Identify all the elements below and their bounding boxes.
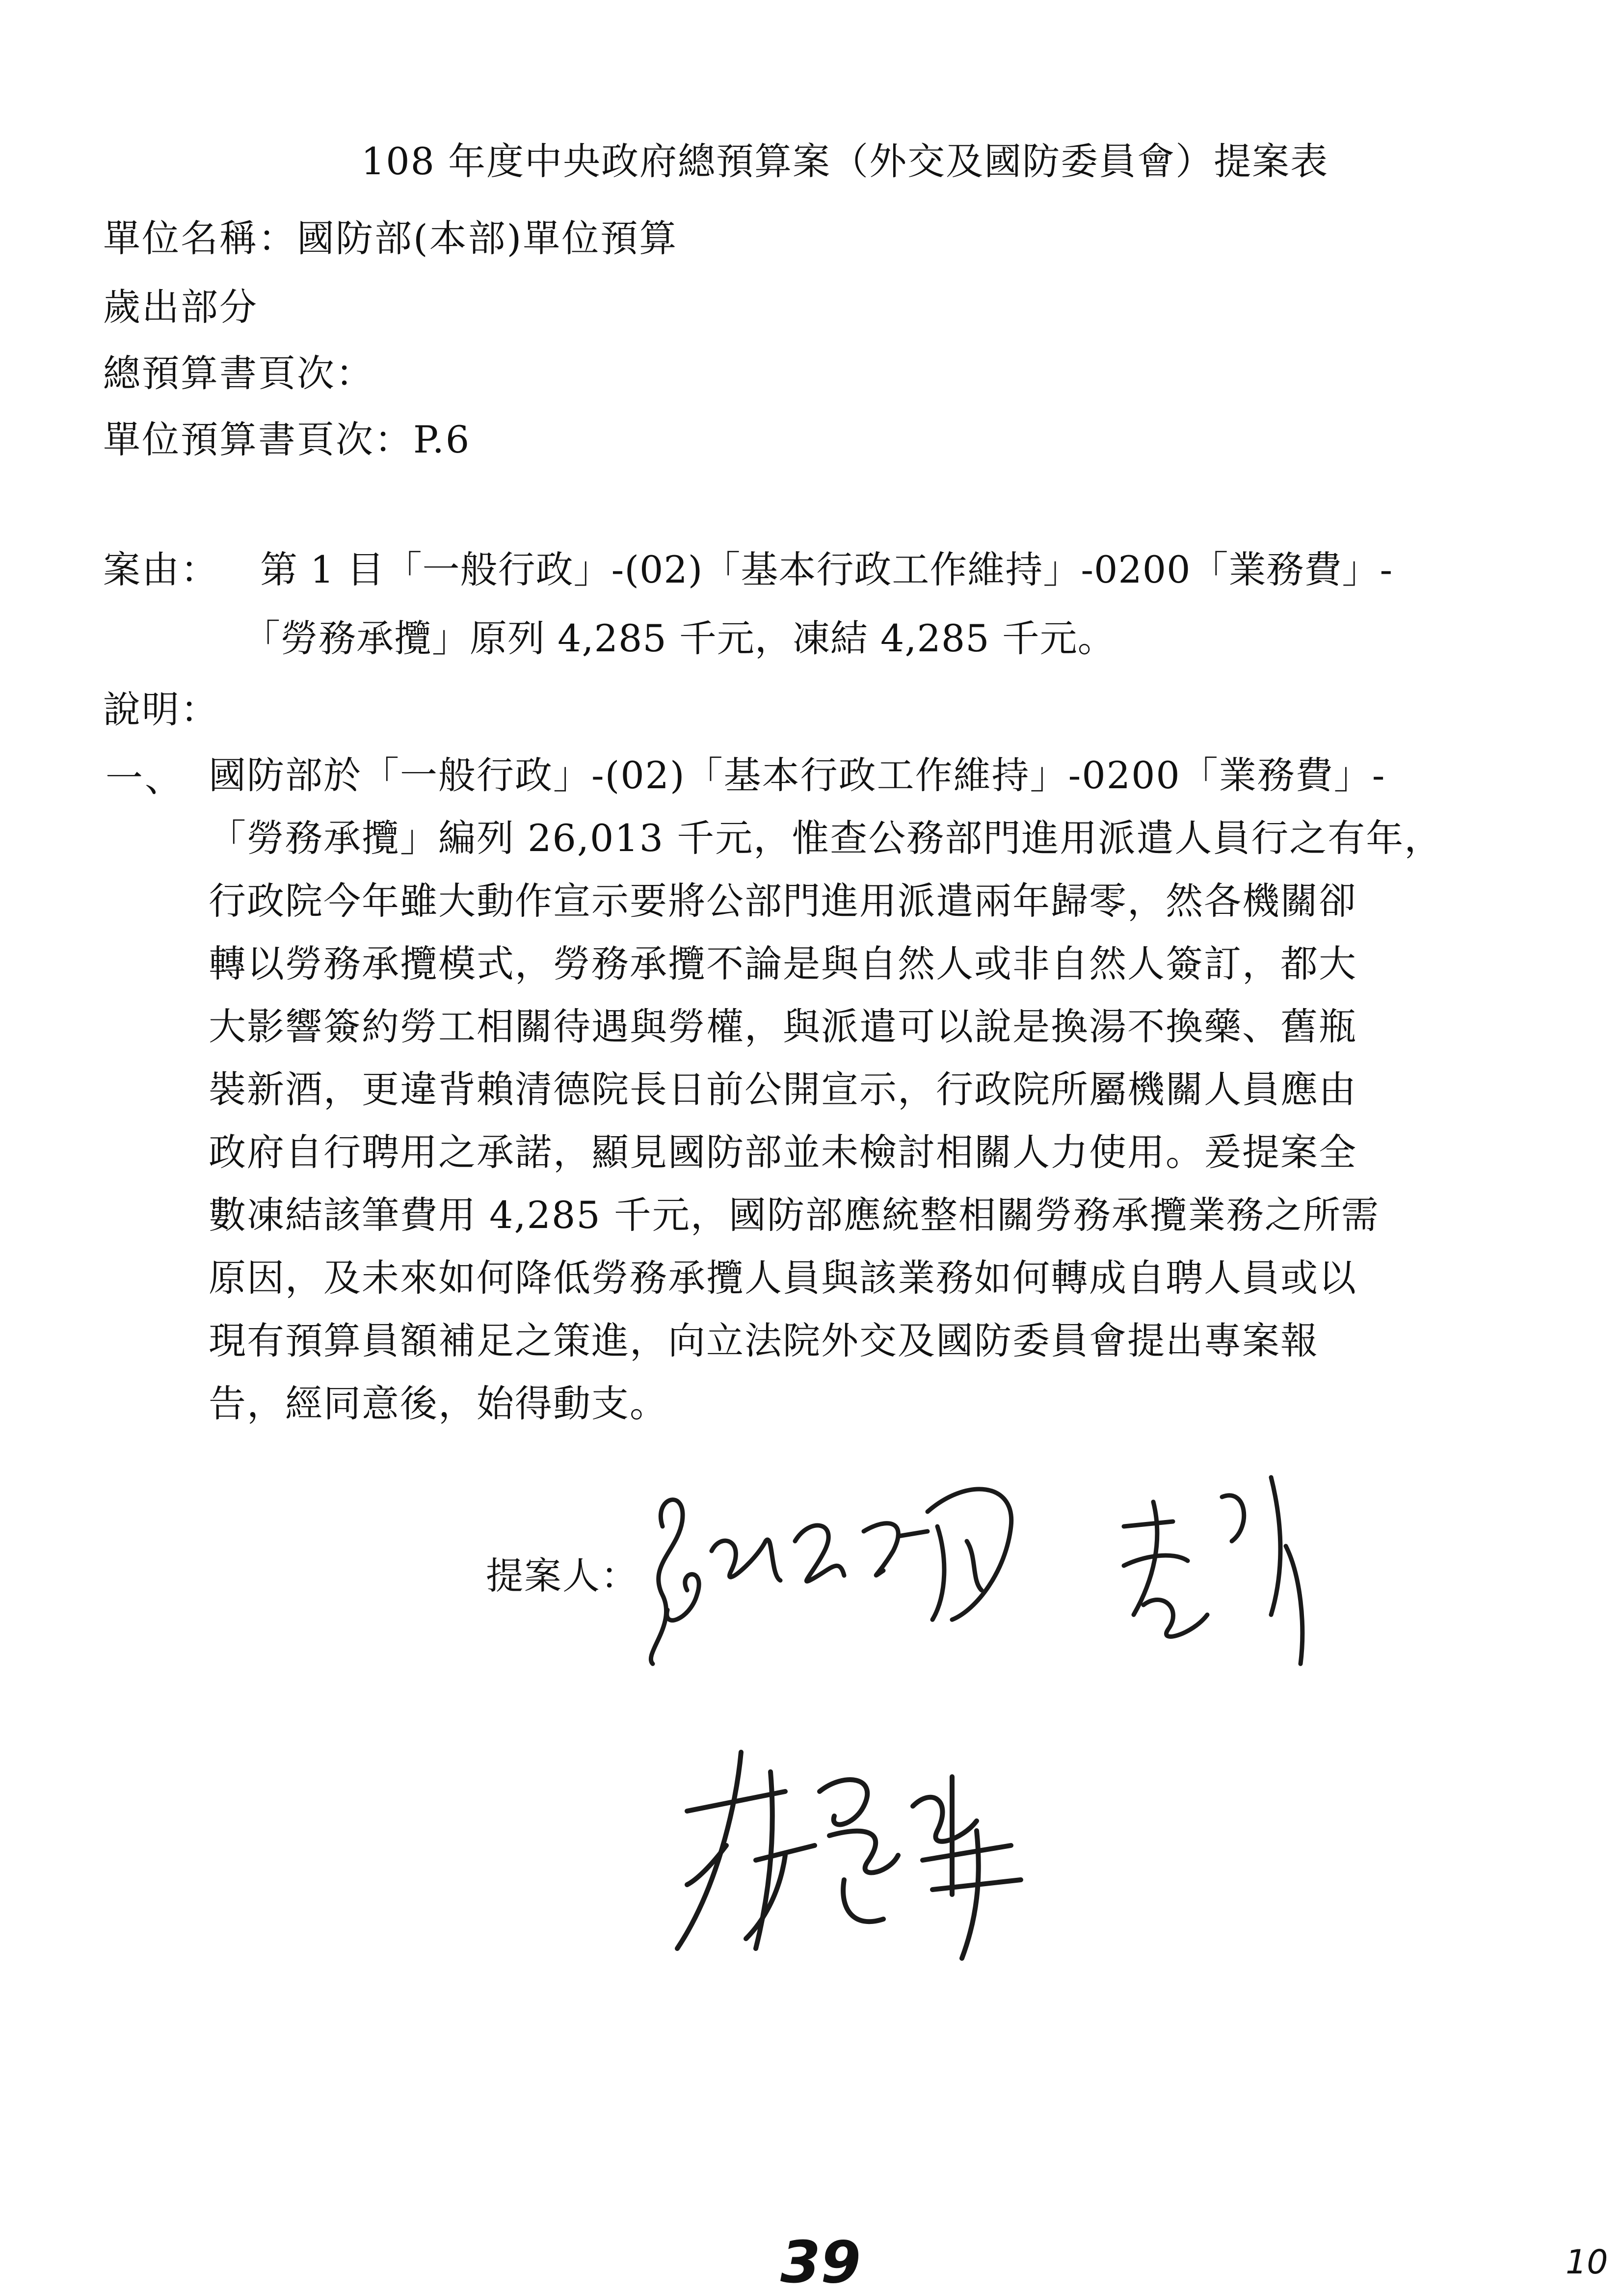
explanation-line: 轉以勞務承攬模式，勞務承攬不論是與自然人或非自然人簽訂，都大 — [209, 942, 1357, 986]
explanation-line: 行政院今年雖大動作宣示要將公部門進用派遣兩年歸零，然各機關卻 — [209, 879, 1357, 923]
page-number: 39 — [780, 2228, 861, 2296]
explanation-line: 國防部於「一般行政」-(02)「基本行政工作維持」-0200「業務費」- — [209, 753, 1386, 797]
explanation-line: 原因，及未來如何降低勞務承攬人員與該業務如何轉成自聘人員或以 — [209, 1256, 1357, 1300]
explanation-label: 說明： — [103, 688, 219, 731]
explanation-line: 「勞務承攬」編列 26,013 千元，惟查公務部門進用派遣人員行之有年， — [209, 816, 1443, 860]
explanation-line: 現有預算員額補足之策進，向立法院外交及國防委員會提出專案報 — [209, 1319, 1319, 1362]
reason-label: 案由： — [103, 548, 219, 591]
signature-2 — [658, 1733, 1050, 1968]
unit-budget-page: 單位預算書頁次：P.6 — [103, 418, 471, 461]
explanation-line: 數凍結該筆費用 4,285 千元，國防部應統整相關勞務承攬業務之所需 — [209, 1193, 1380, 1237]
proposer-label: 提案人： — [486, 1554, 639, 1598]
item-marker: 一、 — [106, 756, 184, 800]
explanation-line: 政府自行聘用之承諾，顯見國防部並未檢討相關人力使用。爰提案全 — [209, 1130, 1357, 1174]
reason-line-1: 第 1 目「一般行政」-(02)「基本行政工作維持」-0200「業務費」- — [260, 548, 1393, 591]
explanation-line: 大影響簽約勞工相關待遇與勞權，與派遣可以說是換湯不換藥、舊瓶 — [209, 1005, 1357, 1048]
total-budget-page: 總預算書頁次： — [103, 351, 374, 395]
signature-1 — [633, 1468, 1355, 1674]
unit-name: 單位名稱：國防部(本部)單位預算 — [103, 216, 678, 260]
explanation-line: 裝新酒，更違背賴清德院長日前公開宣示，行政院所屬機關人員應由 — [209, 1068, 1357, 1111]
reason-line-2: 「勞務承攬」原列 4,285 千元，凍結 4,285 千元。 — [243, 616, 1116, 660]
document-title: 108 年度中央政府總預算案（外交及國防委員會）提案表 — [361, 139, 1329, 183]
explanation-body — [209, 748, 1548, 1440]
explanation-line: 告，經同意後，始得動支。 — [209, 1382, 668, 1425]
section-label: 歲出部分 — [103, 285, 258, 329]
page-mark: 10 — [1566, 2243, 1608, 2282]
